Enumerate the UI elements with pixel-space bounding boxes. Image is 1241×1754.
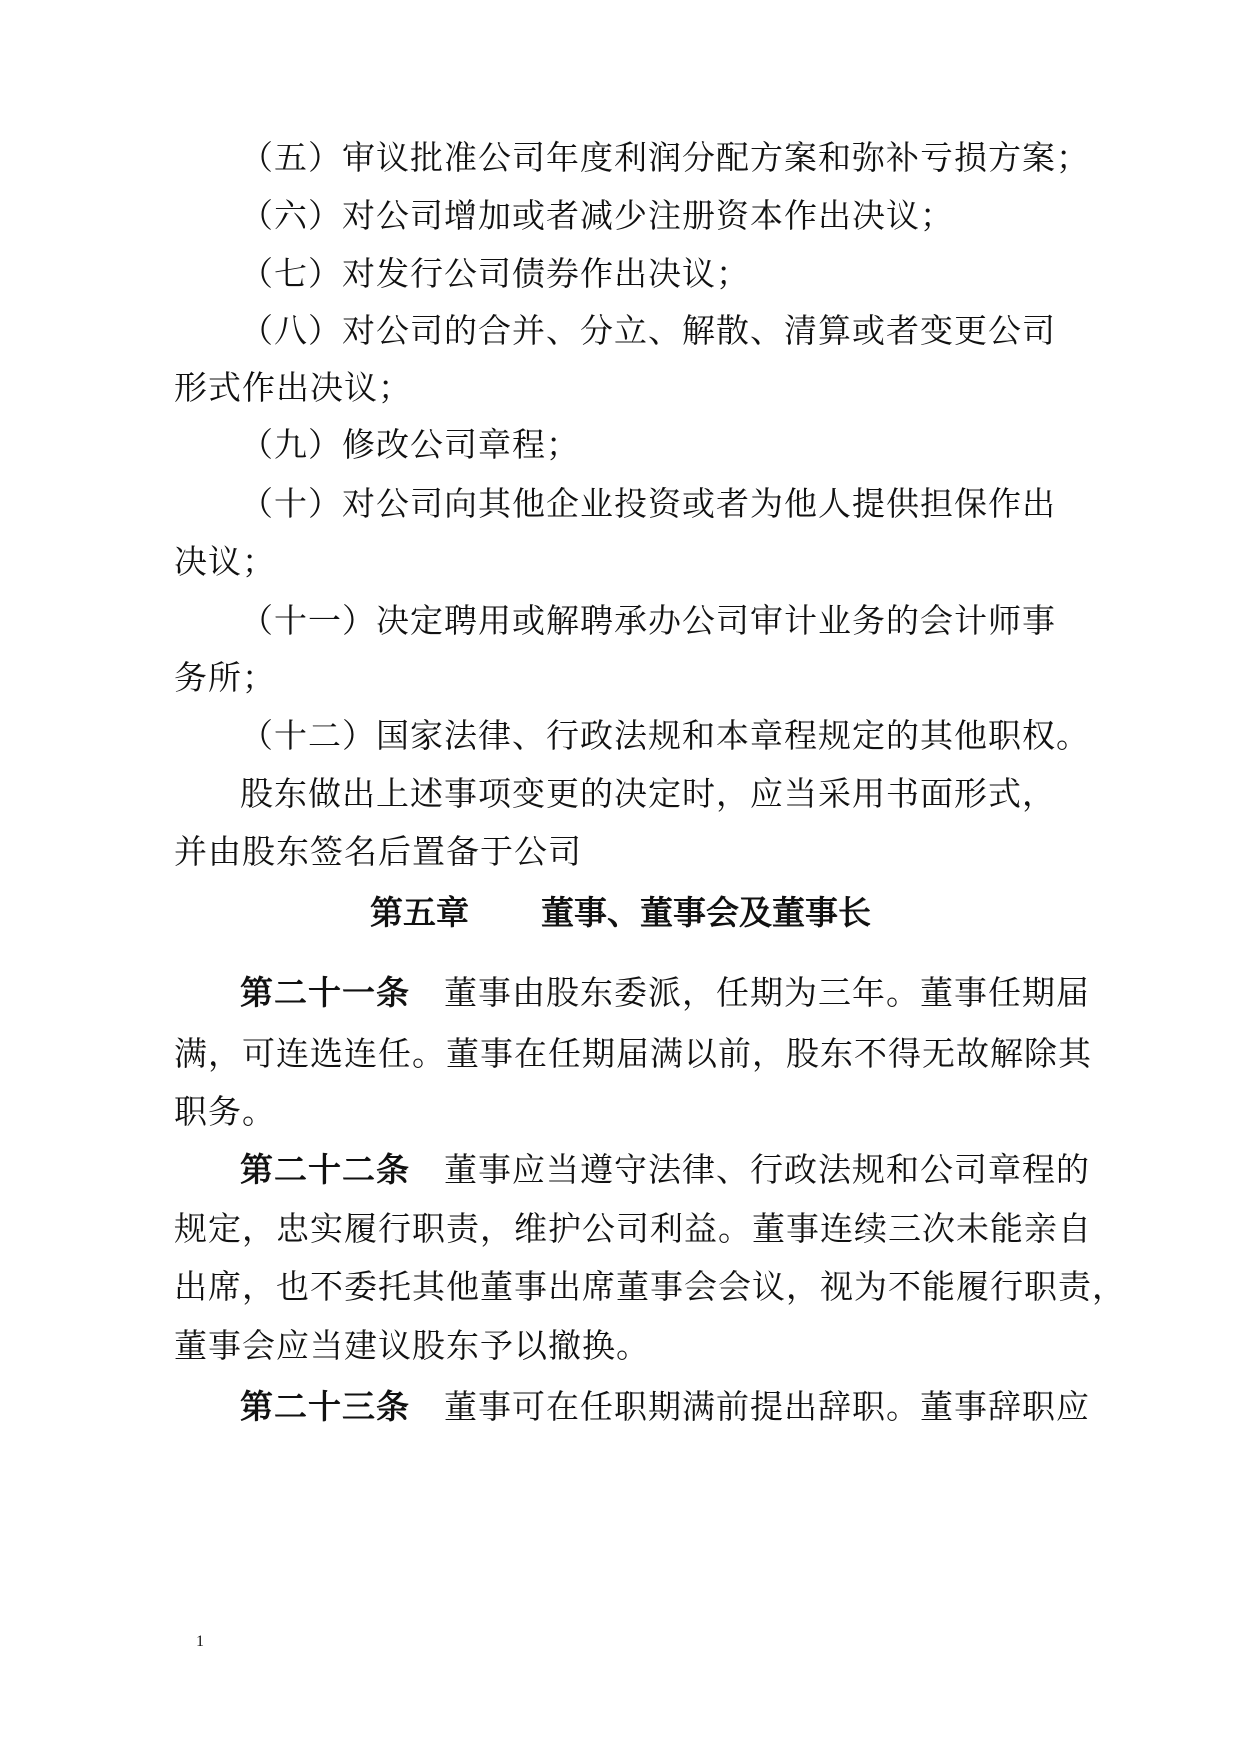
article-22-line-4: 董事会应当建议股东予以撤换。: [174, 1326, 650, 1365]
list-item-8-line-2: 形式作出决议；: [174, 368, 412, 407]
page-number: 1: [196, 1633, 204, 1650]
article-22-label: 第二十二条: [240, 1150, 410, 1189]
list-item-12: （十二）国家法律、行政法规和本章程规定的其他职权。: [240, 716, 1090, 755]
article-21-line-3: 职务。: [174, 1092, 276, 1131]
article-21-line-2: 满，可连选连任。董事在任期届满以前，股东不得无故解除其: [174, 1034, 1092, 1073]
article-22-text: 董事应当遵守法律、行政法规和公司章程的: [444, 1150, 1090, 1189]
chapter-number: 第五章: [370, 893, 469, 932]
list-item-11-line-2: 务所；: [174, 658, 276, 697]
chapter-heading: [0, 893, 1241, 933]
article-22-line-3: 出席，也不委托其他董事出席董事会会议，视为不能履行职责，: [174, 1267, 1126, 1306]
article-21-label: 第二十一条: [240, 973, 410, 1012]
list-item-10-line-2: 决议；: [174, 542, 276, 581]
article-21-text: 董事由股东委派，任期为三年。董事任期届: [444, 973, 1090, 1012]
chapter-title: 董事、董事会及董事长: [541, 893, 871, 932]
article-23-line-1: [240, 1387, 1140, 1427]
shareholder-note-line-2: 并由股东签名后置备于公司: [174, 832, 582, 871]
article-21-line-1: [240, 973, 1140, 1013]
list-item-8-line-1: （八）对公司的合并、分立、解散、清算或者变更公司: [240, 311, 1056, 350]
list-item-11-line-1: （十一）决定聘用或解聘承办公司审计业务的会计师事: [240, 601, 1056, 640]
article-22-line-2: 规定，忠实履行职责，维护公司利益。董事连续三次未能亲自: [174, 1209, 1092, 1248]
article-22-line-1: [240, 1150, 1140, 1190]
list-item-6: （六）对公司增加或者减少注册资本作出决议；: [240, 196, 954, 235]
list-item-7: （七）对发行公司债券作出决议；: [240, 254, 750, 293]
article-23-label: 第二十三条: [240, 1387, 410, 1426]
list-item-5: （五）审议批准公司年度利润分配方案和弥补亏损方案；: [240, 138, 1090, 177]
shareholder-note-line-1: 股东做出上述事项变更的决定时，应当采用书面形式，: [240, 774, 1056, 813]
list-item-10-line-1: （十）对公司向其他企业投资或者为他人提供担保作出: [240, 484, 1056, 523]
article-23-text: 董事可在任职期满前提出辞职。董事辞职应: [444, 1387, 1090, 1426]
list-item-9: （九）修改公司章程；: [240, 425, 580, 464]
